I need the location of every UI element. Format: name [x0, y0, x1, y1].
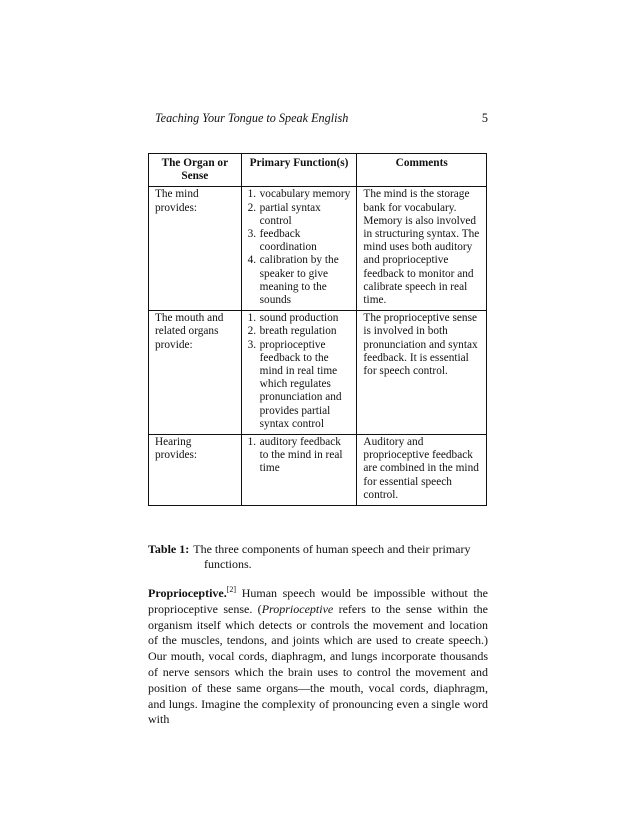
comments-cell: Auditory and proprioceptive feedback are combined in the mind for essential speech control. — [357, 435, 487, 506]
functions-cell — [241, 187, 357, 311]
table-header-row — [149, 154, 487, 187]
function-item: 4. calibration by the speaker to give meaning to the sounds — [247, 254, 339, 307]
caption-label: Table 1: — [148, 542, 190, 556]
table-row — [149, 187, 487, 311]
caption-continuation: functions. — [204, 557, 252, 571]
body-paragraph — [148, 586, 488, 728]
caption-text: The three components of human speech and their primary — [193, 542, 471, 556]
column-header-functions: Primary Function(s) — [241, 154, 357, 187]
paragraph-text: refers to the sense within the organism itself which detects or controls the movement and location of the muscles, tendons, and joints which are used to create speech.) Our mouth, vocal cords, diaphragm, and lungs incorporate thousands of nerve sensors which the brain uses to control the movement and position of these same organs—the mouth, vocal cords, diaphragm, and lungs. Imagine the complexity of pronouncing even a single word with — [148, 601, 488, 727]
functions-cell — [241, 435, 357, 506]
function-list — [248, 312, 351, 431]
running-title: Teaching Your Tongue to Speak English — [155, 111, 349, 125]
column-header-comments: Comments — [357, 154, 487, 187]
table-caption — [148, 542, 488, 572]
function-list — [248, 188, 351, 307]
column-header-organ: The Organ or Sense — [149, 154, 242, 187]
table-row — [149, 311, 487, 435]
organ-cell: The mind provides: — [149, 187, 242, 311]
page-header — [155, 111, 488, 126]
function-item: 1. vocabulary memory — [247, 188, 351, 201]
comments-cell: The proprioceptive sense is involved in both pronunciation and syntax feedback. It is essential for speech control. — [357, 311, 487, 435]
function-item: 1. auditory feedback to the mind in real time — [247, 436, 343, 475]
italic-term: Proprioceptive — [261, 601, 334, 616]
paragraph-text: Human speech would be impossible without the proprioceptive sense. ( — [148, 586, 488, 616]
function-item: 1. sound production — [247, 312, 339, 325]
function-item: 3. feedback coordination — [247, 228, 317, 254]
organ-cell: Hearing provides: — [149, 435, 242, 506]
function-item: 3. proprioceptive feedback to the mind in real time which regulates pronunciation and provides partial syntax control — [247, 338, 342, 430]
function-item: 2. breath regulation — [247, 325, 337, 338]
footnote-reference[interactable]: [2] — [226, 585, 237, 594]
comments-cell: The mind is the storage bank for vocabulary. Memory is also involved in structuring syntax. The mind uses both auditory and proprioceptive feedback to monitor and calibrate speech in real time. — [357, 187, 487, 311]
function-item: 2. partial syntax control — [247, 201, 321, 227]
organ-cell: The mouth and related organs provide: — [149, 311, 242, 435]
table-row — [149, 435, 487, 506]
function-list — [248, 436, 351, 476]
speech-components-table — [148, 153, 487, 506]
functions-cell — [241, 311, 357, 435]
paragraph-lead: Proprioceptive. — [148, 586, 227, 600]
page-number: 5 — [481, 111, 488, 125]
